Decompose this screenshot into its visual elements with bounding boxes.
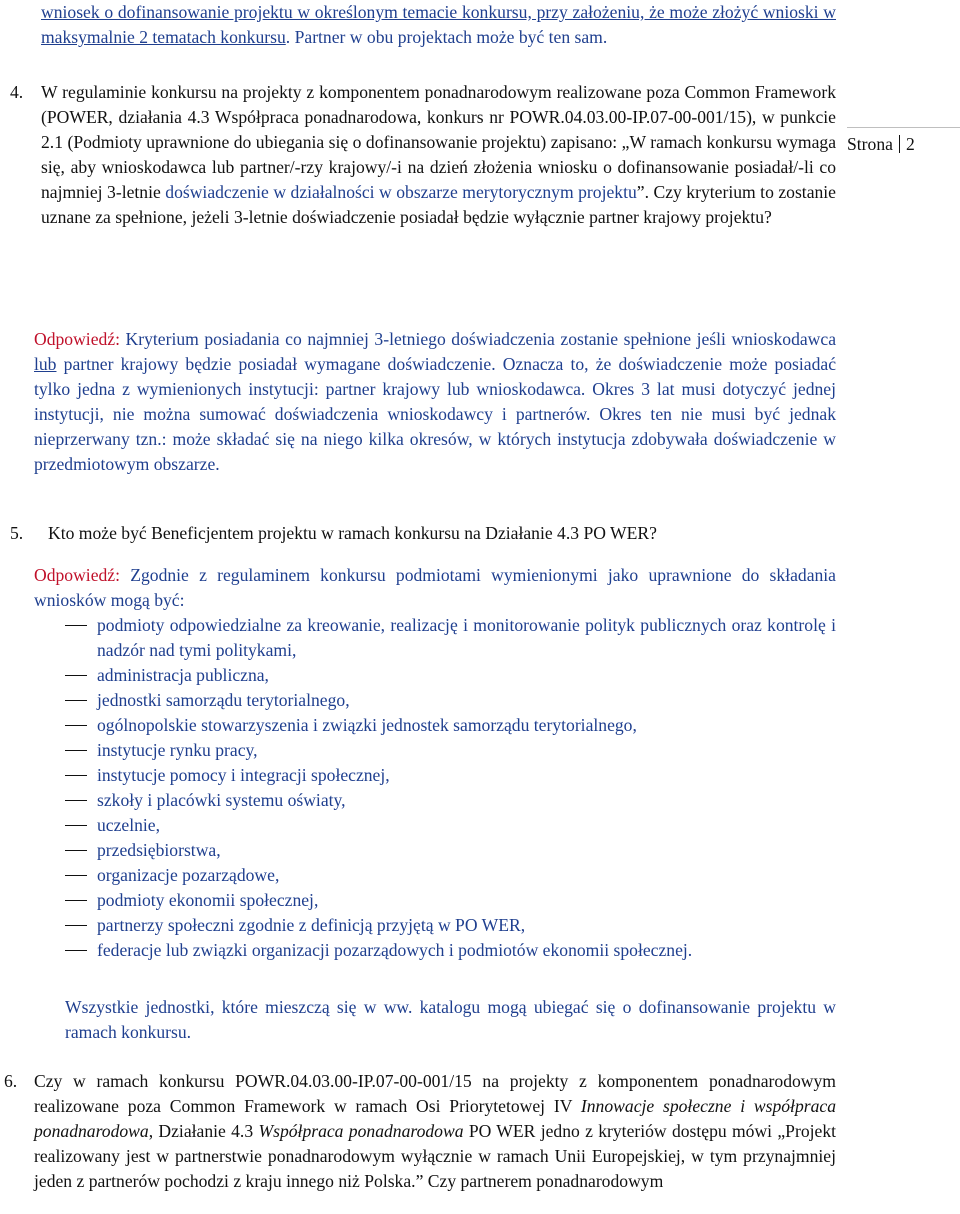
answer-4-label: Odpowiedź: <box>34 329 120 349</box>
intro-paragraph <box>41 0 836 50</box>
answer-5-label: Odpowiedź: <box>34 565 120 585</box>
question-4-blue-part: doświadczenie w działalności w obszarze merytorycznym projektu <box>165 182 637 202</box>
intro-text: . Partner w obu projektach może być ten sam. <box>285 27 608 47</box>
page-number: 2 <box>905 134 915 154</box>
question-6-part3: PO WER jedno z kryteriów dostępu mówi „Projekt realizowany jest w partnerstwie ponadnarodowym wyłącznie w ramach Unii Europejskiej, w tym przynajmniej jeden z partnerów pochodzi z kraju innego niż Polska.” Czy partnerem ponadnarodowym <box>34 1121 837 1191</box>
list-item: instytucje pomocy i integracji społecznej, <box>65 763 836 788</box>
list-item: uczelnie, <box>65 813 836 838</box>
list-item: jednostki samorządu terytorialnego, <box>65 688 836 713</box>
list-item: podmioty odpowiedzialne za kreowanie, realizację i monitorowanie polityk publicznych oraz kontrolę i nadzór nad tymi politykami, <box>65 613 836 663</box>
question-6-part1: Czy w ramach konkursu POWR.04.03.00-IP.07-00-001/15 na projekty z komponentem ponadnarodowym realizowane poza Common Framework w ramach Osi Priorytetowej IV <box>34 1071 836 1116</box>
answer-5 <box>34 563 836 613</box>
answer-4-underlined-lub: lub <box>34 354 57 374</box>
question-5 <box>10 521 836 546</box>
page-label-text: Strona <box>847 134 893 154</box>
question-4-part1: W regulaminie konkursu na projekty z komponentem ponadnarodowym realizowane poza Common Framework (POWER, działania 4.3 Współpraca ponadnarodowa, konkurs nr POWR.04.03.00-IP.07-00-001/15), w punkcie 2.1 (Podmioty uprawnione do ubiegania się o dofinansowanie projektu) zapisano: „W ramach konkursu wymaga się, aby wnioskodawca lub partner/-rzy krajowy/-i na dzień złożenia wniosku o dofinansowanie posiadał/-li co najmniej 3-letnie <box>41 82 836 202</box>
answer-4-part1: Kryterium posiadania co najmniej 3-letniego doświadczenia zostanie spełnione jeśli wnioskodawca <box>120 329 836 349</box>
page-label-separator <box>899 135 900 153</box>
answer-4 <box>34 327 836 477</box>
list-item: przedsiębiorstwa, <box>65 838 836 863</box>
list-item: ogólnopolskie stowarzyszenia i związki jednostek samorządu terytorialnego, <box>65 713 836 738</box>
question-6-number: 6. <box>4 1071 18 1091</box>
margin-rule <box>847 127 960 128</box>
answer-5-intro: Zgodnie z regulaminem konkursu podmiotami wymienionymi jako uprawnione do składania wniosków mogą być: <box>34 565 836 610</box>
answer-5-list <box>65 613 836 963</box>
question-4 <box>10 80 836 230</box>
list-item: administracja publiczna, <box>65 663 836 688</box>
question-6-text <box>34 1069 836 1194</box>
page-label <box>847 132 915 157</box>
question-6 <box>4 1069 836 1194</box>
list-item: instytucje rynku pracy, <box>65 738 836 763</box>
answer-4-part2: partner krajowy będzie posiadał wymagane doświadczenie. Oznacza to, że doświadczenie może posiadać tylko jedna z wymienionych instytucji: partner krajowy lub wnioskodawca. Okres 3 lat musi dotyczyć jednej instytucji, nie można sumować doświadczenia wnioskodawcy i partnerów. Okres ten nie musi być jednak nieprzerwany tzn.: może składać się na niego kilka okresów, w których instytucja zdobywała doświadczenie w przedmiotowym obszarze. <box>34 354 836 474</box>
question-4-part3: ”. Czy kryterium to zostanie uznane za spełnione, jeżeli 3-letnie doświadczenie posiadał będzie wyłącznie partner krajowy projektu? <box>41 182 836 227</box>
answer-5-closing: Wszystkie jednostki, które mieszczą się w ww. katalogu mogą ubiegać się o dofinansowanie projektu w ramach konkursu. <box>65 997 836 1042</box>
question-4-text <box>41 80 836 230</box>
question-6-italic-measure: Współpraca ponadnarodowa <box>258 1121 464 1141</box>
question-4-number: 4. <box>10 82 24 102</box>
question-5-text: Kto może być Beneficjentem projektu w ramach konkursu na Działanie 4.3 PO WER? <box>48 523 657 543</box>
list-item: podmioty ekonomii społecznej, <box>65 888 836 913</box>
beneficiary-list <box>65 613 836 963</box>
question-5-number: 5. <box>10 523 24 543</box>
list-item: szkoły i placówki systemu oświaty, <box>65 788 836 813</box>
question-6-italic-axis: Innowacje społeczne i współpraca ponadnarodowa <box>34 1096 836 1141</box>
intro-underlined-text: wniosek o dofinansowanie projektu w określonym temacie konkursu, przy założeniu, że może złożyć wnioski w maksymalnie 2 tematach konkursu <box>41 2 836 47</box>
list-item: partnerzy społeczni zgodnie z definicją przyjętą w PO WER, <box>65 913 836 938</box>
list-item: organizacje pozarządowe, <box>65 863 836 888</box>
list-item: federacje lub związki organizacji pozarządowych i podmiotów ekonomii społecznej. <box>65 938 836 963</box>
question-6-part2: , Działanie 4.3 <box>148 1121 259 1141</box>
